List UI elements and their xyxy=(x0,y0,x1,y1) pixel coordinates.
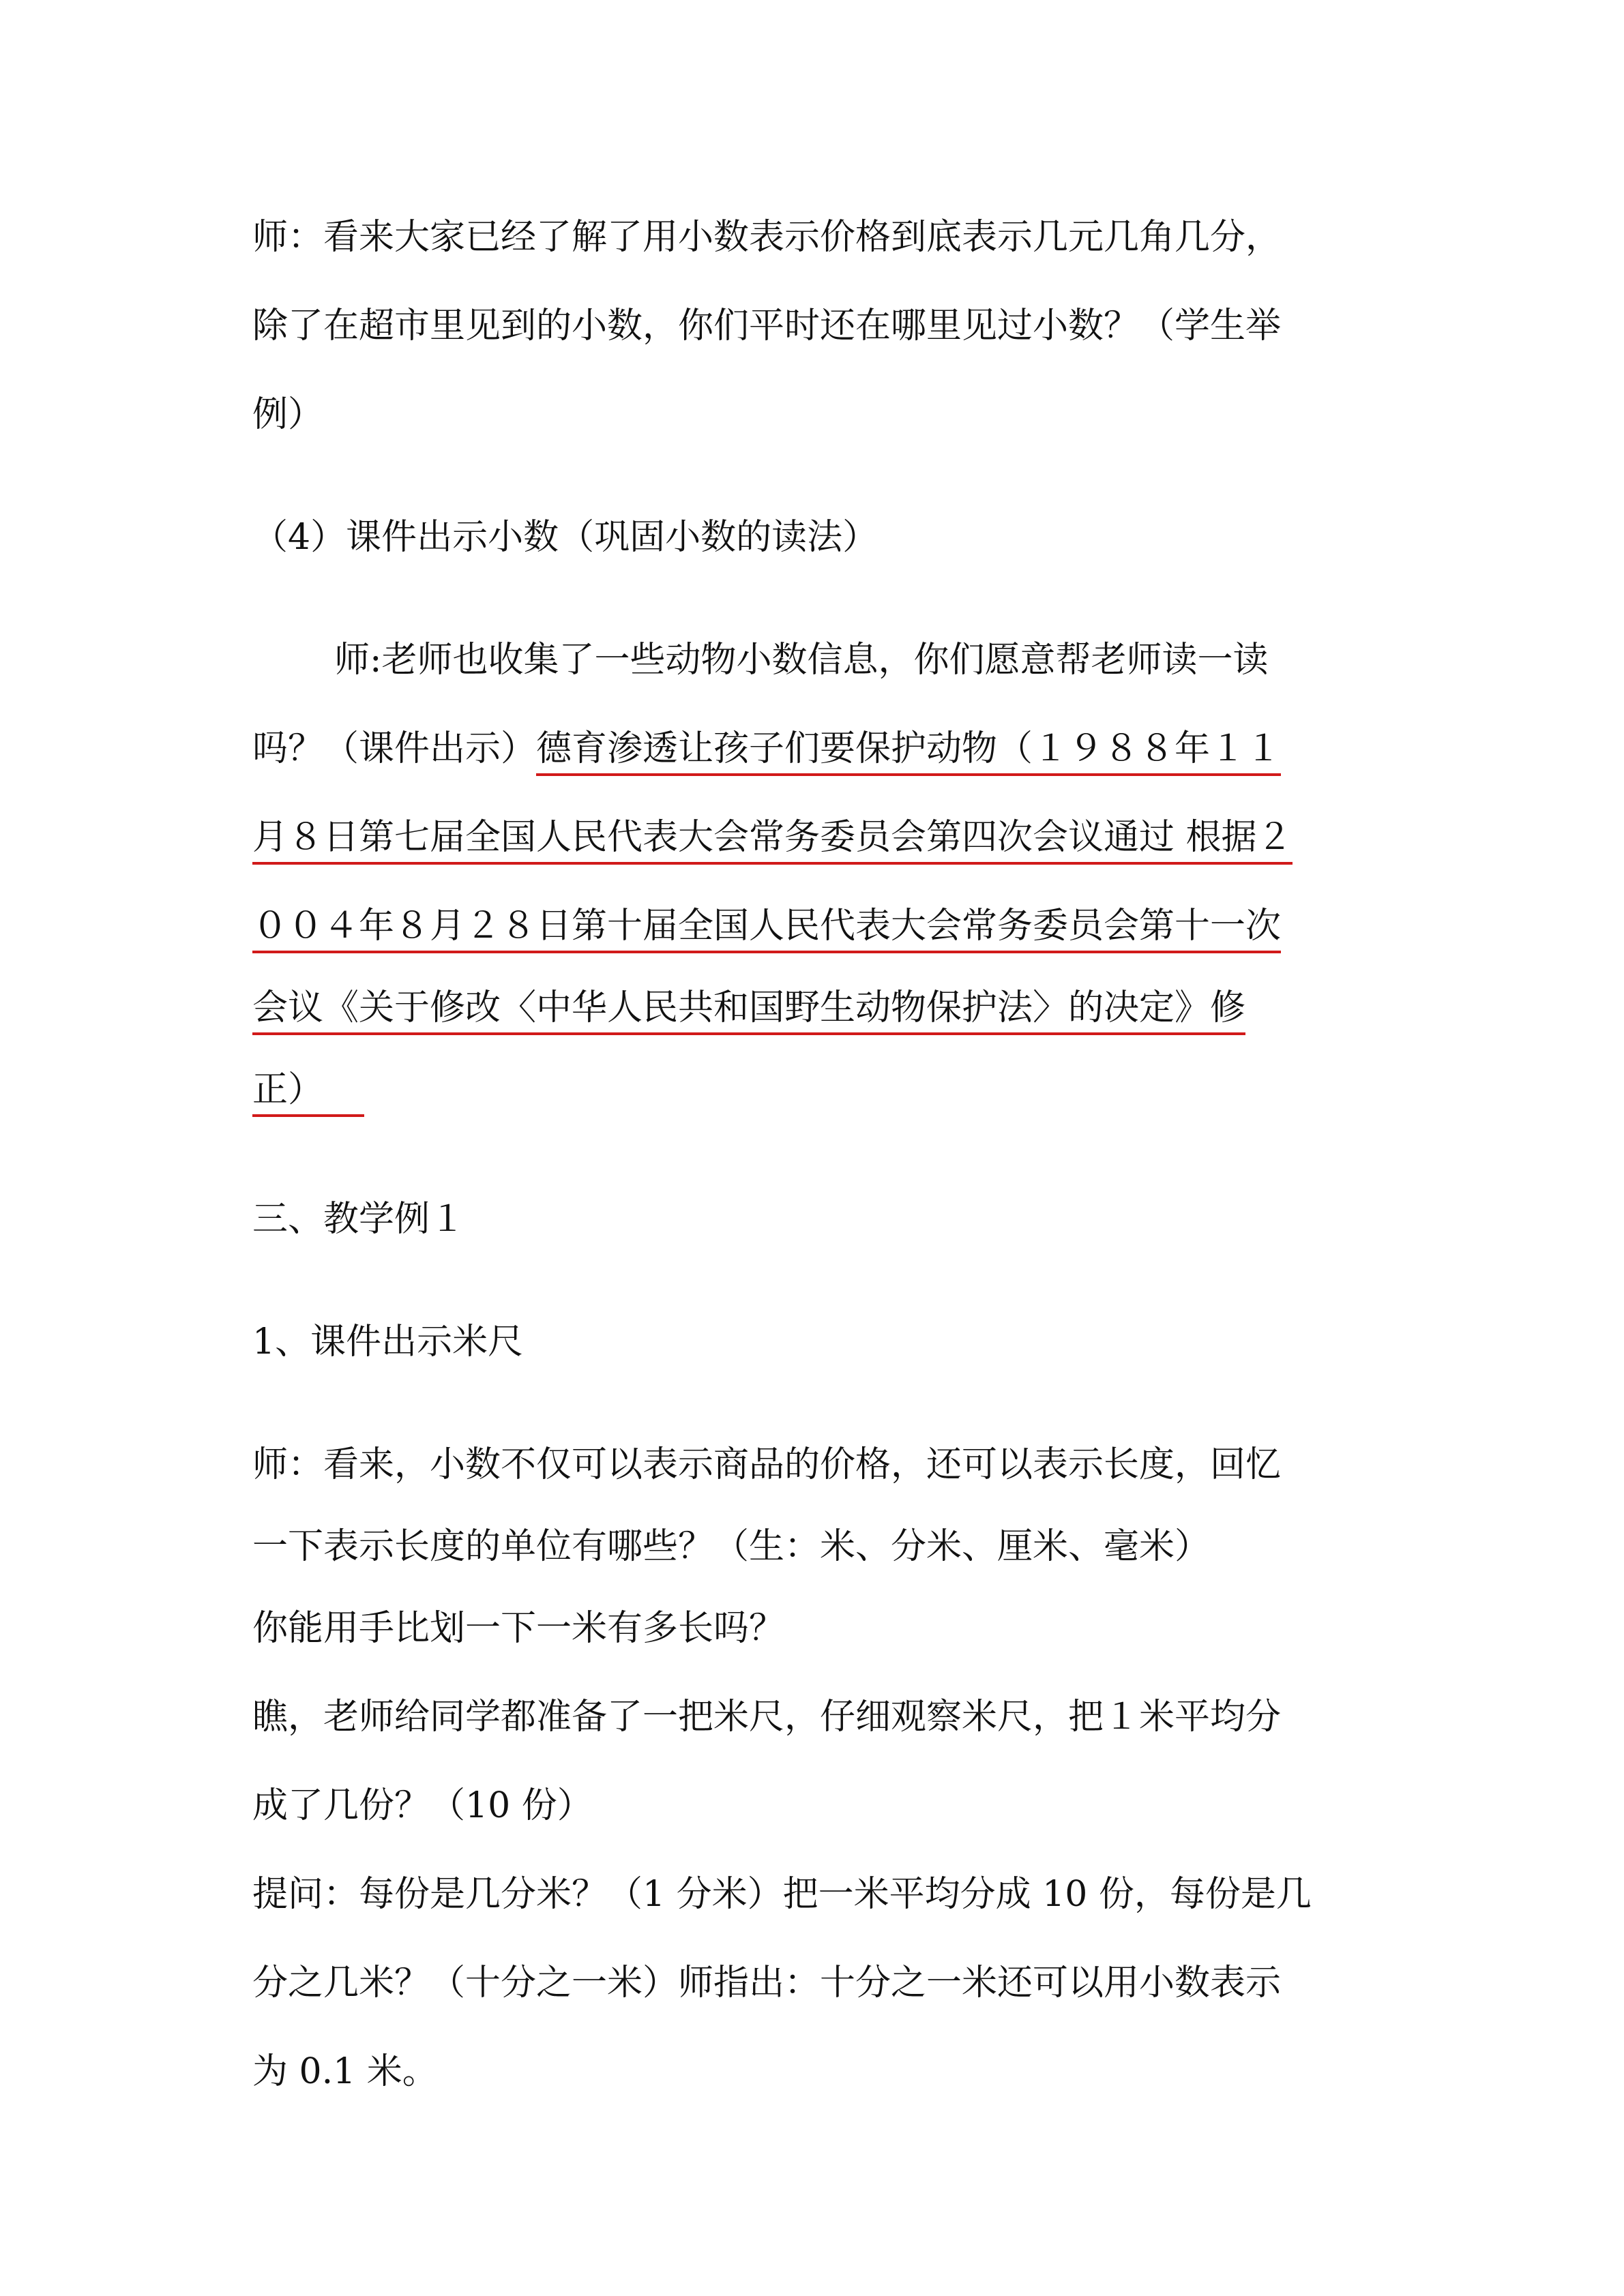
underlined-text: 月８日第七届全国人民代表大会常务委员会第四次会议通过 根据２ xyxy=(252,817,1293,865)
paragraph-1-line-2: 除了在超市里见到的小数，你们平时还在哪里见过小数？（学生举 xyxy=(252,305,1282,346)
underlined-text: 会议《关于修改〈中华人民共和国野生动物保护法〉的决定》修 xyxy=(252,987,1245,1035)
paragraph-3-line-2-plain: 吗？（课件出示） xyxy=(252,728,537,769)
underlined-text: 德育渗透让孩子们要保护动物（１９８８年１１ xyxy=(536,728,1281,776)
paragraph-4-line-2: 一下表示长度的单位有哪些？（生：米、分米、厘米、毫米） xyxy=(252,1526,1211,1567)
paragraph-4-line-4: 瞧，老师给同学都准备了一把米尺，仔细观察米尺，把１米平均分 xyxy=(252,1697,1282,1738)
section-heading-4: （4）课件出示小数（巩固小数的读法） xyxy=(252,517,879,558)
paragraph-3-line-3 xyxy=(252,814,1293,861)
paragraph-4-line-7: 分之几米？（十分之一米）师指出：十分之一米还可以用小数表示 xyxy=(252,1963,1282,2003)
paragraph-4-line-6: 提问：每份是几分米？（1 分米）把一米平均分成 10 份，每份是几 xyxy=(252,1874,1312,1915)
paragraph-3-line-4 xyxy=(252,902,1281,950)
paragraph-4-line-3: 你能用手比划一下一米有多长吗？ xyxy=(252,1608,785,1649)
paragraph-3-line-1: 师:老师也收集了一些动物小数信息，你们愿意帮老师读一读 xyxy=(334,640,1269,681)
paragraph-3-line-2 xyxy=(252,725,1281,773)
paragraph-3-line-5 xyxy=(252,984,1245,1032)
paragraph-4-line-8: 为 0.1 米。 xyxy=(252,2051,438,2092)
paragraph-4-line-1: 师：看来，小数不仅可以表示商品的价格，还可以表示长度，回忆 xyxy=(252,1444,1282,1485)
underlined-text: ００４年８月２８日第十届全国人民代表大会常务委员会第十一次 xyxy=(252,906,1281,953)
paragraph-4-line-5: 成了几份？（10 份） xyxy=(252,1785,593,1826)
paragraph-1-line-3: 例） xyxy=(252,394,324,435)
section-heading-3: 三、教学例１ xyxy=(252,1199,466,1240)
underlined-text: 正） xyxy=(252,1069,364,1117)
paragraph-1-line-1: 师：看来大家已经了解了用小数表示价格到底表示几元几角几分， xyxy=(252,217,1282,258)
paragraph-3-line-6 xyxy=(252,1066,364,1114)
subsection-heading-1: 1、课件出示米尺 xyxy=(252,1322,524,1362)
